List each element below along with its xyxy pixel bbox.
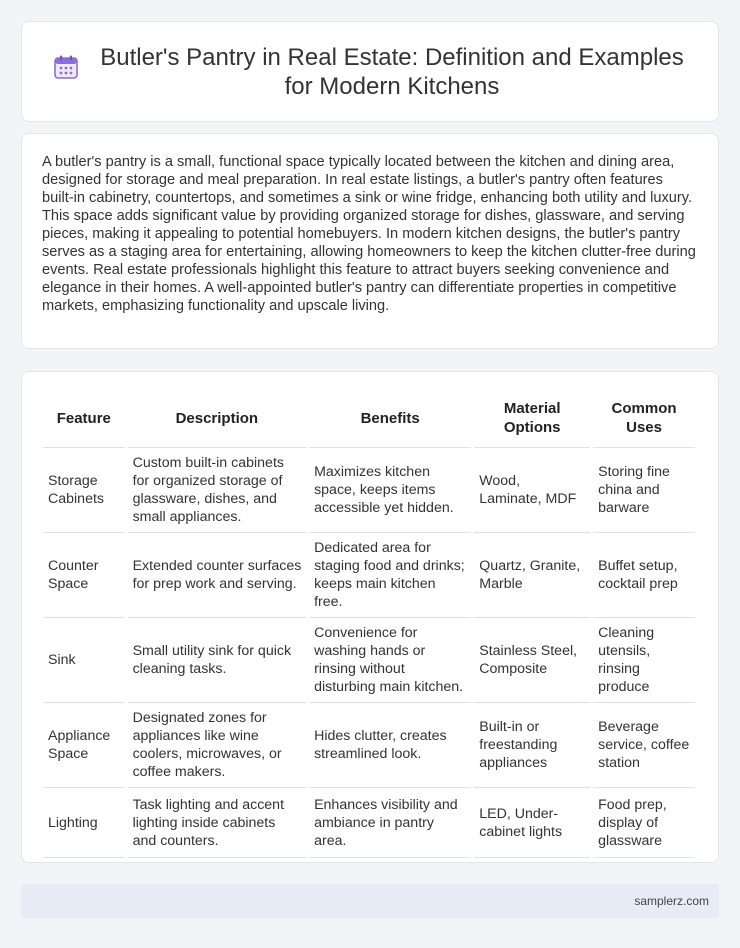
- cell-material-options: Stainless Steel, Composite: [474, 618, 590, 703]
- intro-paragraph: A butler's pantry is a small, functional space typically located between the kitchen and dining area, designed for storage and meal preparation. In real estate listings, a butler's pantry often features built-in cabinetry, countertops, and sometimes a sink or wine fridge, enhancing both utility and luxury. This space adds significant value by providing organized storage for dishes, glassware, and serving pieces, making it appealing to potential homebuyers. In modern kitchen designs, the butler's pantry serves as a staging area for entertaining, allowing homeowners to keep the kitchen clutter-free during events. Real estate professionals highlight this feature to attract buyers seeking convenience and elegance in their homes. A well-appointed butler's pantry can differentiate properties in competitive markets, emphasizing functionality and upscale living.: [42, 154, 696, 314]
- header-common-uses: Common Uses: [593, 384, 695, 448]
- cell-description: Small utility sink for quick cleaning tasks.: [128, 618, 307, 703]
- table-header-row: [43, 384, 695, 448]
- cell-description: Extended counter surfaces for prep work and serving.: [128, 533, 307, 618]
- table-row: [43, 533, 695, 618]
- table-row: [43, 448, 695, 533]
- cell-common-uses: Food prep, display of glassware: [593, 788, 695, 858]
- header-benefits: Benefits: [309, 384, 471, 448]
- cell-feature: Counter Space: [43, 533, 125, 618]
- cell-benefits: Dedicated area for staging food and drinks; keeps main kitchen free.: [309, 533, 471, 618]
- cell-benefits: Enhances visibility and ambiance in pantry area.: [309, 788, 471, 858]
- cell-common-uses: Beverage service, coffee station: [593, 703, 695, 788]
- cell-material-options: LED, Under-cabinet lights: [474, 788, 590, 858]
- cell-material-options: Wood, Laminate, MDF: [474, 448, 590, 533]
- cell-benefits: Hides clutter, creates streamlined look.: [309, 703, 471, 788]
- cell-common-uses: Cleaning utensils, rinsing produce: [593, 618, 695, 703]
- table-row: [43, 788, 695, 858]
- header-material-options: Material Options: [474, 384, 590, 448]
- title-wrap: [50, 43, 690, 101]
- cell-benefits: Convenience for washing hands or rinsing without disturbing main kitchen.: [309, 618, 471, 703]
- cell-feature: Sink: [43, 618, 125, 703]
- features-table: [40, 384, 698, 858]
- cell-benefits: Maximizes kitchen space, keeps items accessible yet hidden.: [309, 448, 471, 533]
- cell-description: Designated zones for appliances like wine coolers, microwaves, or coffee makers.: [128, 703, 307, 788]
- cell-common-uses: Storing fine china and barware: [593, 448, 695, 533]
- cell-description: Custom built-in cabinets for organized storage of glassware, dishes, and small appliances.: [128, 448, 307, 533]
- cell-material-options: Quartz, Granite, Marble: [474, 533, 590, 618]
- cell-feature: Lighting: [43, 788, 125, 858]
- header-feature: Feature: [43, 384, 125, 448]
- table-card: [21, 371, 719, 863]
- calendar-icon: [53, 54, 79, 80]
- header-description: Description: [128, 384, 307, 448]
- table-row: [43, 618, 695, 703]
- cell-material-options: Built-in or freestanding appliances: [474, 703, 590, 788]
- footer: [21, 884, 719, 918]
- intro-card: [21, 133, 719, 349]
- page-title: Butler's Pantry in Real Estate: Definition and Examples for Modern Kitchens: [100, 43, 684, 100]
- footer-site-link[interactable]: samplerz.com: [634, 894, 709, 908]
- cell-feature: Appliance Space: [43, 703, 125, 788]
- cell-feature: Storage Cabinets: [43, 448, 125, 533]
- cell-common-uses: Buffet setup, cocktail prep: [593, 533, 695, 618]
- table-row: [43, 703, 695, 788]
- title-card: [21, 21, 719, 122]
- cell-description: Task lighting and accent lighting inside cabinets and counters.: [128, 788, 307, 858]
